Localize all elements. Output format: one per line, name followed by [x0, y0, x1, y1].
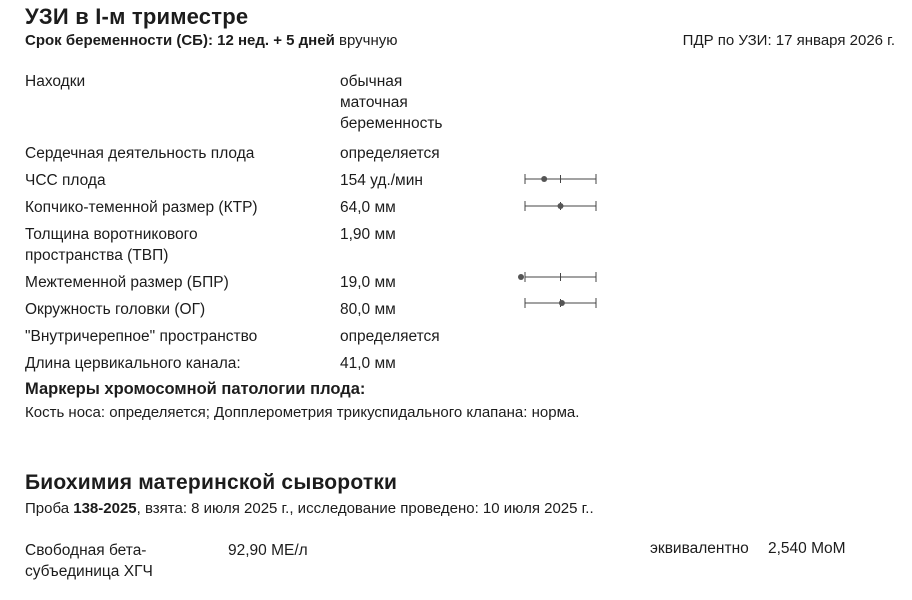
hcg-label-line: субъединица ХГЧ — [25, 563, 153, 580]
crl-label: Копчико-теменной размер (КТР) — [25, 199, 258, 216]
finding-value-line: маточная — [340, 94, 408, 111]
cervix-value: 41,0 мм — [340, 355, 396, 372]
range-value-dot — [559, 300, 565, 306]
bpd-range-marker — [512, 270, 600, 284]
bpd-label: Межтеменной размер (БПР) — [25, 274, 229, 291]
hcg-label — [25, 540, 153, 582]
hcg-label-line: Свободная бета- — [25, 542, 147, 559]
hc-value: 80,0 мм — [340, 301, 396, 318]
crl-range-marker — [520, 199, 600, 213]
range-value-dot — [518, 274, 524, 280]
fhr-range-marker — [520, 172, 600, 186]
heart-activity-label: Сердечная деятельность плода — [25, 145, 255, 162]
range-value-dot — [541, 176, 547, 182]
nt-value: 1,90 мм — [340, 226, 396, 243]
sample-info — [25, 500, 594, 517]
section-title-biochemistry: Биохимия материнской сыворотки — [25, 471, 398, 494]
it-label: "Внутричерепное" пространство — [25, 328, 258, 345]
cervix-label: Длина цервикального канала: — [25, 355, 241, 372]
due-date: ПДР по УЗИ: 17 января 2026 г. — [682, 32, 895, 49]
hc-label: Окружность головки (ОГ) — [25, 301, 206, 318]
gestational-age-mode: вручную — [338, 32, 398, 49]
finding-value — [340, 71, 443, 134]
range-value-dot — [558, 203, 564, 209]
markers-text: Кость носа: определяется; Допплерометрия трикуспидального клапана: норма. — [25, 404, 580, 421]
gestational-age-value: Срок беременности (СБ): 12 нед. + 5 дней — [25, 32, 335, 49]
markers-title: Маркеры хромосомной патологии плода: — [25, 380, 366, 398]
hcg-mom: 2,540 MoM — [768, 540, 846, 557]
sample-prefix: Проба — [25, 500, 74, 517]
gestational-age — [25, 32, 397, 49]
hcg-equiv-label: эквивалентно — [650, 540, 749, 557]
nt-label-line: пространства (ТВП) — [25, 247, 169, 264]
finding-value-line: беременность — [340, 115, 443, 132]
it-value: определяется — [340, 328, 440, 345]
bpd-value: 19,0 мм — [340, 274, 396, 291]
heart-activity-value: определяется — [340, 145, 440, 162]
hcg-value: 92,90 МЕ/л — [228, 542, 308, 559]
sample-id: 138-2025 — [73, 500, 137, 517]
finding-value-line: обычная — [340, 73, 403, 90]
hc-range-marker — [520, 296, 600, 310]
finding-label: Находки — [25, 73, 86, 90]
nt-label — [25, 224, 198, 266]
crl-value: 64,0 мм — [340, 199, 396, 216]
nt-label-line: Толщина воротникового — [25, 226, 198, 243]
fhr-value: 154 уд./мин — [340, 172, 423, 189]
section-title-ultrasound: УЗИ в I-м триместре — [25, 4, 249, 29]
sample-details: , взята: 8 июля 2025 г., исследование проведено: 10 июля 2025 г.. — [136, 500, 594, 517]
fhr-label: ЧСС плода — [25, 172, 106, 189]
